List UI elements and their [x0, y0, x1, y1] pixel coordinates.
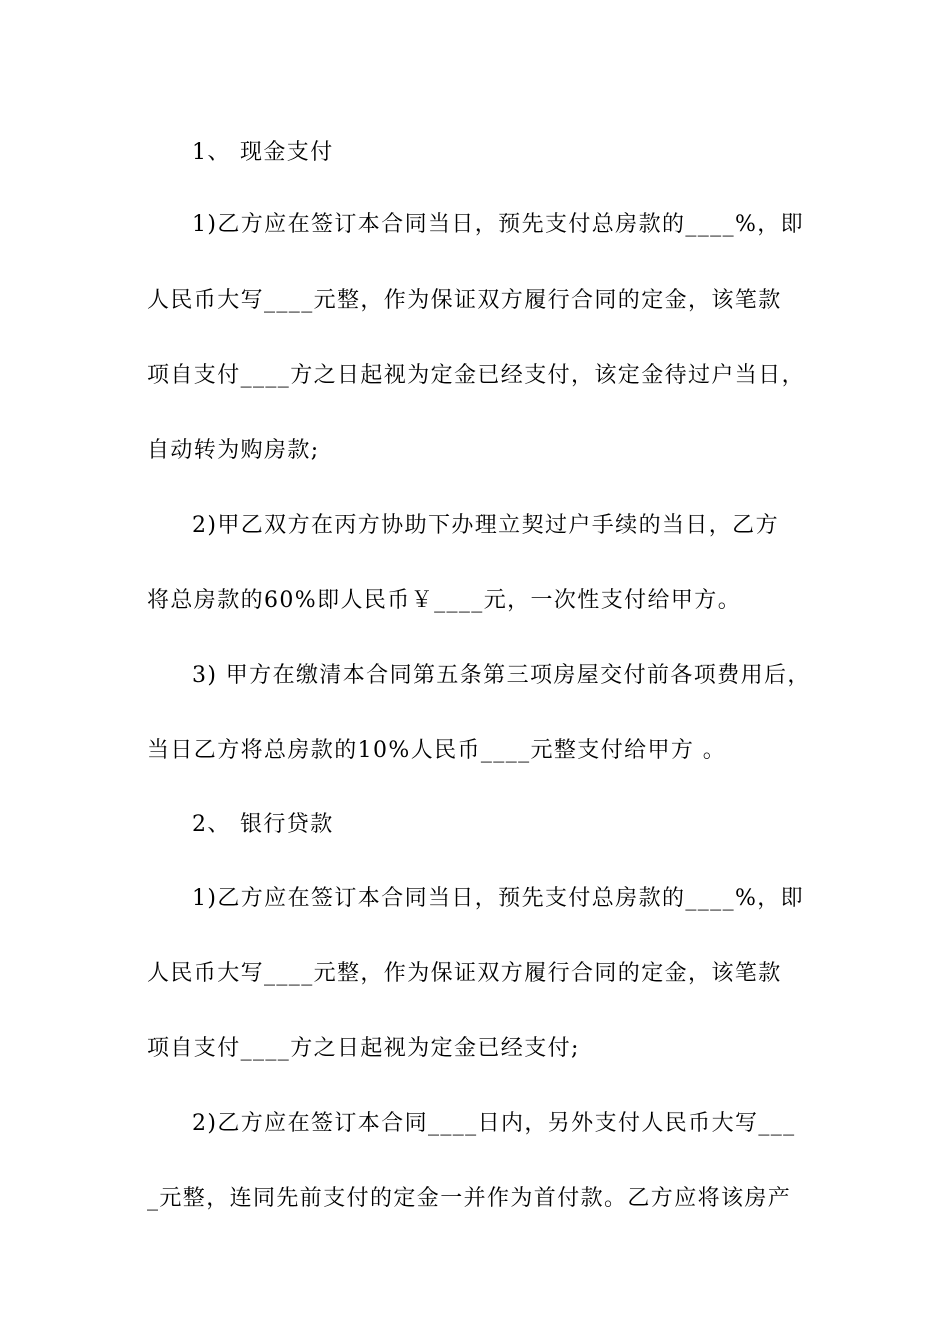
section-number: 2、	[192, 812, 231, 837]
section-heading-cash-payment	[192, 138, 334, 168]
paragraph-line: 2)甲乙双方在丙方协助下办理立契过户手续的当日，乙方	[192, 513, 779, 538]
section-title: 银行贷款	[240, 812, 334, 837]
section-number: 1、	[192, 140, 231, 165]
paragraph-line: 1)乙方应在签订本合同当日，预先支付总房款的____%，即	[192, 886, 805, 911]
paragraph-line: 将总房款的60%即人民币￥____元，一次性支付给甲方。	[147, 588, 742, 613]
paragraph-line: 2)乙方应在签订本合同____日内，另外支付人民币大写___	[192, 1111, 796, 1136]
paragraph-line: 人民币大写____元整，作为保证双方履行合同的定金，该笔款	[147, 961, 782, 986]
section-title: 现金支付	[240, 140, 334, 165]
section-heading-bank-loan	[192, 810, 334, 840]
paragraph-line: 项自支付____方之日起视为定金已经支付;	[147, 1036, 580, 1061]
paragraph-line: 3) 甲方在缴清本合同第五条第三项房屋交付前各项费用后，	[192, 663, 811, 688]
paragraph-line: 1)乙方应在签订本合同当日，预先支付总房款的____%，即	[192, 212, 805, 237]
paragraph-line: 项自支付____方之日起视为定金已经支付，该定金待过户当日，	[147, 363, 806, 388]
paragraph-line: 当日乙方将总房款的10%人民币____元整支付给甲方 。	[147, 738, 727, 763]
paragraph-line: 自动转为购房款;	[147, 438, 320, 463]
paragraph-line: 人民币大写____元整，作为保证双方履行合同的定金，该笔款	[147, 288, 782, 313]
paragraph-line: _元整，连同先前支付的定金一并作为首付款。乙方应将该房产	[147, 1186, 792, 1211]
